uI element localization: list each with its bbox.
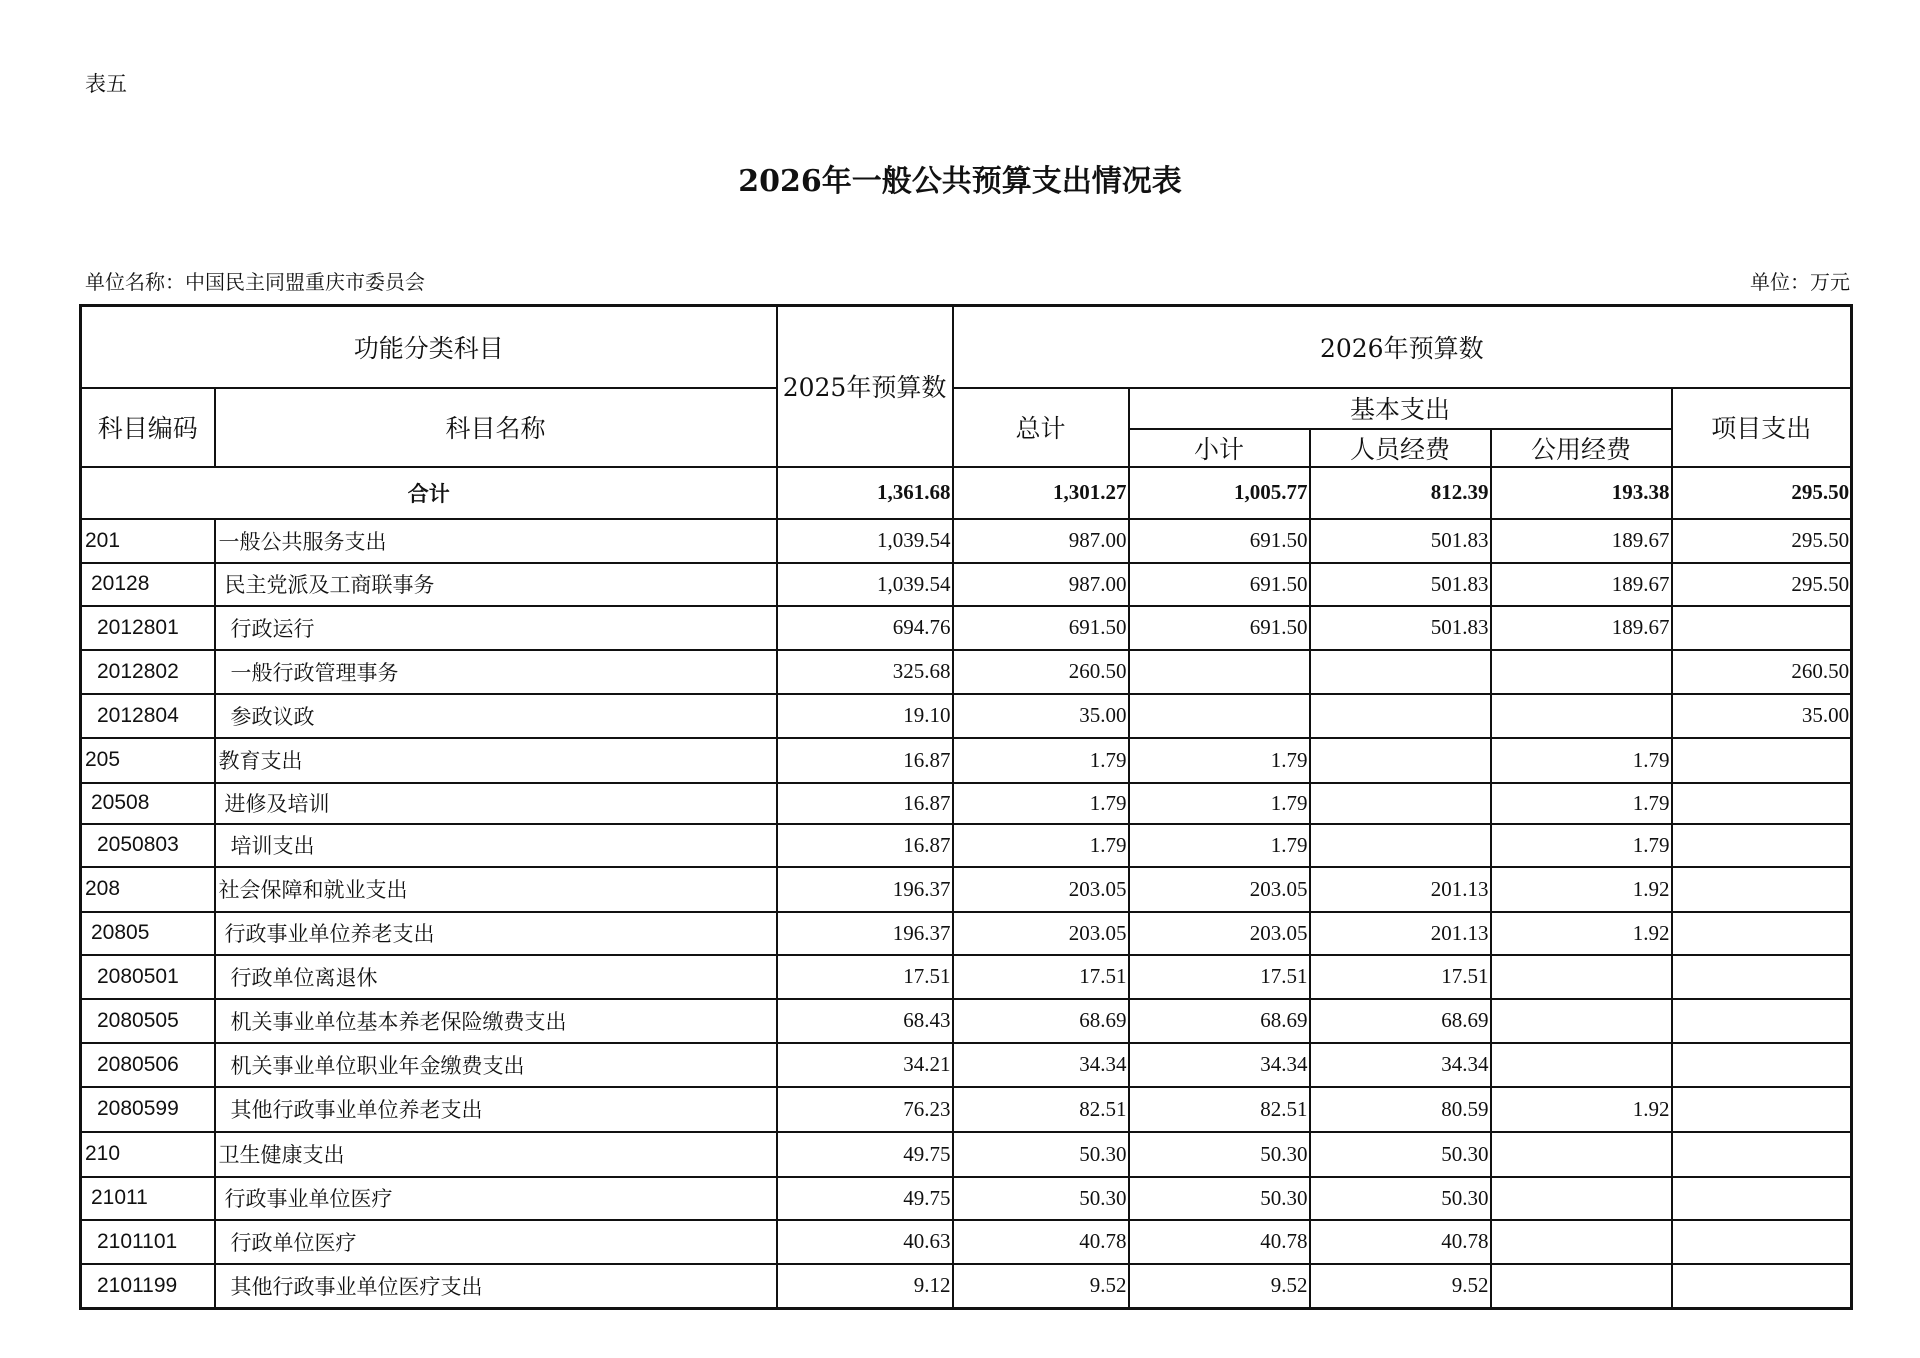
subject-code-cell: 201 bbox=[81, 519, 215, 563]
subtotal-cell: 34.34 bbox=[1129, 1043, 1310, 1087]
public-cell bbox=[1491, 1177, 1672, 1220]
total-cell: 1.79 bbox=[953, 783, 1129, 824]
total-cell: 987.00 bbox=[953, 519, 1129, 563]
table-label: 表五 bbox=[85, 72, 127, 96]
personnel-cell: 201.13 bbox=[1310, 912, 1491, 955]
project-cell: 295.50 bbox=[1672, 563, 1852, 606]
project-cell: 35.00 bbox=[1672, 694, 1852, 738]
header-total: 总计 bbox=[953, 388, 1129, 467]
total-cell: 82.51 bbox=[953, 1087, 1129, 1132]
header-public: 公用经费 bbox=[1491, 429, 1672, 467]
subtotal-cell: 691.50 bbox=[1129, 606, 1310, 650]
subtotal-cell: 691.50 bbox=[1129, 519, 1310, 563]
public-cell: 1.92 bbox=[1491, 912, 1672, 955]
personnel-cell: 501.83 bbox=[1310, 519, 1491, 563]
subject-code-cell: 208 bbox=[81, 867, 215, 912]
table-row bbox=[81, 1220, 1852, 1264]
table-row bbox=[81, 738, 1852, 783]
total-cell: 1.79 bbox=[953, 738, 1129, 783]
subtotal-cell: 40.78 bbox=[1129, 1220, 1310, 1264]
table-row bbox=[81, 783, 1852, 824]
project-cell bbox=[1672, 1264, 1852, 1309]
project-cell bbox=[1672, 783, 1852, 824]
budget-2025-cell: 196.37 bbox=[777, 912, 953, 955]
header-subject-name: 科目名称 bbox=[215, 388, 777, 467]
total-total: 1,301.27 bbox=[953, 467, 1129, 519]
header-basic-expenditure: 基本支出 bbox=[1129, 388, 1672, 429]
subject-name-cell: 卫生健康支出 bbox=[215, 1132, 777, 1177]
header-budget-2025: 2025年预算数 bbox=[777, 306, 953, 467]
public-cell: 1.79 bbox=[1491, 824, 1672, 867]
subject-name-cell: 一般行政管理事务 bbox=[215, 650, 777, 694]
table-row bbox=[81, 1132, 1852, 1177]
table-header bbox=[81, 306, 1852, 467]
total-public: 193.38 bbox=[1491, 467, 1672, 519]
public-cell: 1.92 bbox=[1491, 867, 1672, 912]
table-row bbox=[81, 650, 1852, 694]
subject-name-cell: 行政事业单位养老支出 bbox=[215, 912, 777, 955]
personnel-cell bbox=[1310, 738, 1491, 783]
budget-2025-cell: 49.75 bbox=[777, 1177, 953, 1220]
budget-2025-cell: 694.76 bbox=[777, 606, 953, 650]
subject-code-cell: 20805 bbox=[81, 912, 215, 955]
project-cell bbox=[1672, 1043, 1852, 1087]
project-cell bbox=[1672, 955, 1852, 999]
subtotal-cell: 82.51 bbox=[1129, 1087, 1310, 1132]
budget-2025-cell: 16.87 bbox=[777, 738, 953, 783]
header-subtotal: 小计 bbox=[1129, 429, 1310, 467]
table-row bbox=[81, 694, 1852, 738]
project-cell bbox=[1672, 1220, 1852, 1264]
public-cell bbox=[1491, 999, 1672, 1043]
budget-2025-cell: 34.21 bbox=[777, 1043, 953, 1087]
subject-code-cell: 2050803 bbox=[81, 824, 215, 867]
subtotal-cell: 17.51 bbox=[1129, 955, 1310, 999]
subject-name-cell: 一般公共服务支出 bbox=[215, 519, 777, 563]
subject-name-cell: 培训支出 bbox=[215, 824, 777, 867]
public-cell: 1.92 bbox=[1491, 1087, 1672, 1132]
subtotal-cell: 203.05 bbox=[1129, 912, 1310, 955]
table-row bbox=[81, 606, 1852, 650]
total-cell: 35.00 bbox=[953, 694, 1129, 738]
personnel-cell: 34.34 bbox=[1310, 1043, 1491, 1087]
budget-2025-cell: 16.87 bbox=[777, 824, 953, 867]
subject-name-cell: 民主党派及工商联事务 bbox=[215, 563, 777, 606]
project-cell bbox=[1672, 867, 1852, 912]
unit-name: 单位名称：中国民主同盟重庆市委员会 bbox=[85, 270, 425, 294]
total-cell: 17.51 bbox=[953, 955, 1129, 999]
subtotal-cell bbox=[1129, 650, 1310, 694]
subject-name-cell: 进修及培训 bbox=[215, 783, 777, 824]
total-cell: 34.34 bbox=[953, 1043, 1129, 1087]
project-cell bbox=[1672, 738, 1852, 783]
personnel-cell: 201.13 bbox=[1310, 867, 1491, 912]
project-cell bbox=[1672, 999, 1852, 1043]
public-cell: 1.79 bbox=[1491, 783, 1672, 824]
total-subtotal: 1,005.77 bbox=[1129, 467, 1310, 519]
subtotal-cell: 203.05 bbox=[1129, 867, 1310, 912]
project-cell: 260.50 bbox=[1672, 650, 1852, 694]
total-label: 合计 bbox=[81, 467, 777, 519]
budget-2025-cell: 325.68 bbox=[777, 650, 953, 694]
personnel-cell: 80.59 bbox=[1310, 1087, 1491, 1132]
subject-code-cell: 20508 bbox=[81, 783, 215, 824]
total-cell: 203.05 bbox=[953, 867, 1129, 912]
total-cell: 691.50 bbox=[953, 606, 1129, 650]
budget-2025-cell: 1,039.54 bbox=[777, 563, 953, 606]
total-budget-2025: 1,361.68 bbox=[777, 467, 953, 519]
subtotal-cell: 50.30 bbox=[1129, 1132, 1310, 1177]
subject-code-cell: 2080505 bbox=[81, 999, 215, 1043]
public-cell: 189.67 bbox=[1491, 606, 1672, 650]
subtotal-cell: 9.52 bbox=[1129, 1264, 1310, 1309]
project-cell: 295.50 bbox=[1672, 519, 1852, 563]
personnel-cell: 9.52 bbox=[1310, 1264, 1491, 1309]
personnel-cell: 50.30 bbox=[1310, 1177, 1491, 1220]
public-cell: 1.79 bbox=[1491, 738, 1672, 783]
budget-2025-cell: 16.87 bbox=[777, 783, 953, 824]
subject-code-cell: 205 bbox=[81, 738, 215, 783]
personnel-cell: 50.30 bbox=[1310, 1132, 1491, 1177]
subject-name-cell: 机关事业单位职业年金缴费支出 bbox=[215, 1043, 777, 1087]
public-cell: 189.67 bbox=[1491, 519, 1672, 563]
total-cell: 40.78 bbox=[953, 1220, 1129, 1264]
table-row bbox=[81, 1177, 1852, 1220]
personnel-cell bbox=[1310, 694, 1491, 738]
budget-2025-cell: 19.10 bbox=[777, 694, 953, 738]
subject-name-cell: 行政单位离退休 bbox=[215, 955, 777, 999]
budget-2025-cell: 196.37 bbox=[777, 867, 953, 912]
personnel-cell bbox=[1310, 783, 1491, 824]
header-budget-2026: 2026年预算数 bbox=[953, 306, 1852, 388]
personnel-cell bbox=[1310, 650, 1491, 694]
budget-2025-cell: 9.12 bbox=[777, 1264, 953, 1309]
public-cell bbox=[1491, 1043, 1672, 1087]
public-cell bbox=[1491, 955, 1672, 999]
subtotal-cell: 68.69 bbox=[1129, 999, 1310, 1043]
subject-code-cell: 2080506 bbox=[81, 1043, 215, 1087]
budget-table bbox=[79, 304, 1853, 1310]
header-functional-category: 功能分类科目 bbox=[81, 306, 777, 388]
personnel-cell: 40.78 bbox=[1310, 1220, 1491, 1264]
table-row bbox=[81, 563, 1852, 606]
subject-name-cell: 其他行政事业单位养老支出 bbox=[215, 1087, 777, 1132]
personnel-cell: 68.69 bbox=[1310, 999, 1491, 1043]
subtotal-cell: 50.30 bbox=[1129, 1177, 1310, 1220]
budget-2025-cell: 68.43 bbox=[777, 999, 953, 1043]
table-row bbox=[81, 1043, 1852, 1087]
subtotal-cell: 691.50 bbox=[1129, 563, 1310, 606]
subject-name-cell: 参政议政 bbox=[215, 694, 777, 738]
subject-code-cell: 2012802 bbox=[81, 650, 215, 694]
public-cell bbox=[1491, 650, 1672, 694]
table-body bbox=[81, 467, 1852, 1309]
subject-code-cell: 2080599 bbox=[81, 1087, 215, 1132]
subject-code-cell: 2101101 bbox=[81, 1220, 215, 1264]
subject-code-cell: 2101199 bbox=[81, 1264, 215, 1309]
unit-label: 单位：万元 bbox=[1750, 270, 1850, 294]
subject-name-cell: 教育支出 bbox=[215, 738, 777, 783]
total-cell: 203.05 bbox=[953, 912, 1129, 955]
table-row bbox=[81, 999, 1852, 1043]
table-row bbox=[81, 955, 1852, 999]
public-cell bbox=[1491, 1132, 1672, 1177]
total-cell: 9.52 bbox=[953, 1264, 1129, 1309]
page-title: 2026年一般公共预算支出情况表 bbox=[738, 164, 1182, 199]
project-cell bbox=[1672, 1132, 1852, 1177]
total-row bbox=[81, 467, 1852, 519]
subject-code-cell: 2012804 bbox=[81, 694, 215, 738]
subject-name-cell: 社会保障和就业支出 bbox=[215, 867, 777, 912]
subtotal-cell bbox=[1129, 694, 1310, 738]
subtotal-cell: 1.79 bbox=[1129, 824, 1310, 867]
subject-code-cell: 2080501 bbox=[81, 955, 215, 999]
table-row bbox=[81, 867, 1852, 912]
table-row bbox=[81, 519, 1852, 563]
budget-2025-cell: 1,039.54 bbox=[777, 519, 953, 563]
project-cell bbox=[1672, 1177, 1852, 1220]
subject-name-cell: 行政运行 bbox=[215, 606, 777, 650]
table-row bbox=[81, 1264, 1852, 1309]
total-cell: 50.30 bbox=[953, 1132, 1129, 1177]
header-project-expenditure: 项目支出 bbox=[1672, 388, 1852, 467]
project-cell bbox=[1672, 824, 1852, 867]
budget-2025-cell: 17.51 bbox=[777, 955, 953, 999]
subtotal-cell: 1.79 bbox=[1129, 783, 1310, 824]
total-cell: 1.79 bbox=[953, 824, 1129, 867]
total-personnel: 812.39 bbox=[1310, 467, 1491, 519]
table-row bbox=[81, 912, 1852, 955]
budget-2025-cell: 76.23 bbox=[777, 1087, 953, 1132]
project-cell bbox=[1672, 606, 1852, 650]
subject-code-cell: 21011 bbox=[81, 1177, 215, 1220]
personnel-cell: 501.83 bbox=[1310, 606, 1491, 650]
personnel-cell: 501.83 bbox=[1310, 563, 1491, 606]
subject-name-cell: 行政事业单位医疗 bbox=[215, 1177, 777, 1220]
total-project: 295.50 bbox=[1672, 467, 1852, 519]
budget-2025-cell: 49.75 bbox=[777, 1132, 953, 1177]
total-cell: 68.69 bbox=[953, 999, 1129, 1043]
project-cell bbox=[1672, 1087, 1852, 1132]
budget-2025-cell: 40.63 bbox=[777, 1220, 953, 1264]
table-row bbox=[81, 824, 1852, 867]
subject-name-cell: 其他行政事业单位医疗支出 bbox=[215, 1264, 777, 1309]
total-cell: 50.30 bbox=[953, 1177, 1129, 1220]
public-cell bbox=[1491, 1264, 1672, 1309]
public-cell bbox=[1491, 1220, 1672, 1264]
total-cell: 987.00 bbox=[953, 563, 1129, 606]
subject-code-cell: 2012801 bbox=[81, 606, 215, 650]
subtotal-cell: 1.79 bbox=[1129, 738, 1310, 783]
total-cell: 260.50 bbox=[953, 650, 1129, 694]
public-cell bbox=[1491, 694, 1672, 738]
subject-name-cell: 行政单位医疗 bbox=[215, 1220, 777, 1264]
project-cell bbox=[1672, 912, 1852, 955]
personnel-cell bbox=[1310, 824, 1491, 867]
table-row bbox=[81, 1087, 1852, 1132]
subject-code-cell: 210 bbox=[81, 1132, 215, 1177]
subject-name-cell: 机关事业单位基本养老保险缴费支出 bbox=[215, 999, 777, 1043]
header-subject-code: 科目编码 bbox=[81, 388, 215, 467]
header-personnel: 人员经费 bbox=[1310, 429, 1491, 467]
public-cell: 189.67 bbox=[1491, 563, 1672, 606]
personnel-cell: 17.51 bbox=[1310, 955, 1491, 999]
subject-code-cell: 20128 bbox=[81, 563, 215, 606]
